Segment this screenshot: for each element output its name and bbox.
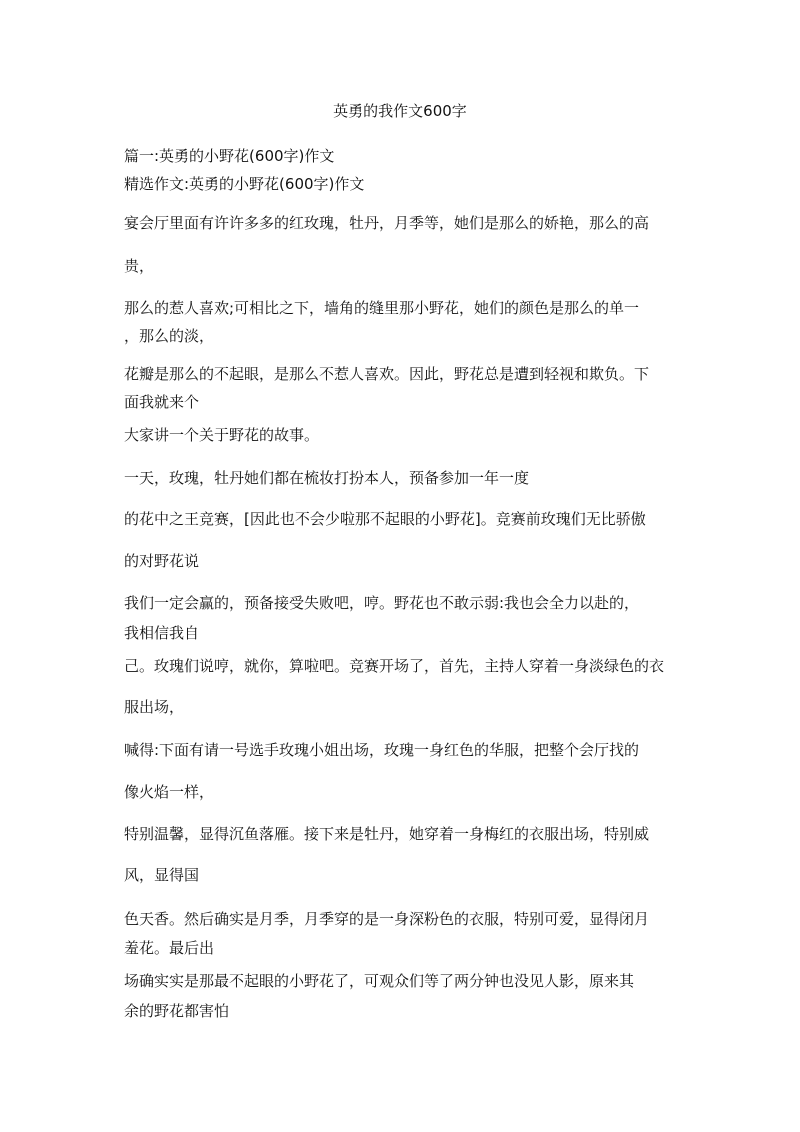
document-title: 英勇的我作文600字	[333, 102, 467, 120]
text-line: 风，显得国	[124, 866, 200, 884]
text-line: 我们一定会赢的，预备接受失败吧，哼。野花也不敢示弱:我也会全力以赴的，	[124, 594, 640, 612]
text-line: 余的野花都害怕	[124, 1002, 230, 1020]
text-line: 花瓣是那么的不起眼，是那么不惹人喜欢。因此，野花总是遭到轻视和欺负。下	[124, 365, 650, 383]
text-line: 色天香。然后确实是月季，月季穿的是一身深粉色的衣服，特别可爱，显得闭月	[124, 910, 650, 928]
text-line: 那么的惹人喜欢;可相比之下，墙角的缝里那小野花，她们的颜色是那么的单一	[124, 299, 640, 317]
text-line: 我相信我自	[124, 624, 200, 642]
text-line: 一天，玫瑰，牡丹她们都在梳妆打扮本人，预备参加一年一度	[124, 469, 530, 487]
text-line: 像火焰一样，	[124, 783, 215, 801]
text-line: 服出场，	[124, 698, 185, 716]
text-line: 贵，	[124, 257, 155, 275]
text-line: 篇一:英勇的小野花(600字)作文	[124, 147, 335, 165]
text-line: 精选作文:英勇的小野花(600字)作文	[124, 175, 365, 193]
text-line: 的花中之王竞赛，[因此也不会少啦那不起眼的小野花]。竞赛前玫瑰们无比骄傲	[124, 510, 646, 528]
text-line: 场确实实是那最不起眼的小野花了，可观众们等了两分钟也没见人影，原来其	[124, 972, 635, 990]
text-line: 的对野花说	[124, 552, 200, 570]
text-line: 喊得:下面有请一号选手玫瑰小姐出场，玫瑰一身红色的华服，把整个会厅找的	[124, 741, 640, 759]
text-line: 大家讲一个关于野花的故事。	[124, 426, 320, 444]
text-line: ，那么的淡，	[124, 327, 215, 345]
text-line: 面我就来个	[124, 393, 200, 411]
text-line: 特别温馨，显得沉鱼落雁。接下来是牡丹，她穿着一身梅红的衣服出场，特别威	[124, 825, 650, 843]
text-line: 己。玫瑰们说哼，就你，算啦吧。竞赛开场了，首先，主持人穿着一身淡绿色的衣	[124, 657, 665, 675]
text-line: 羞花。最后出	[124, 939, 215, 957]
text-line: 宴会厅里面有许许多多的红玫瑰，牡丹，月季等，她们是那么的娇艳，那么的高	[124, 214, 650, 232]
